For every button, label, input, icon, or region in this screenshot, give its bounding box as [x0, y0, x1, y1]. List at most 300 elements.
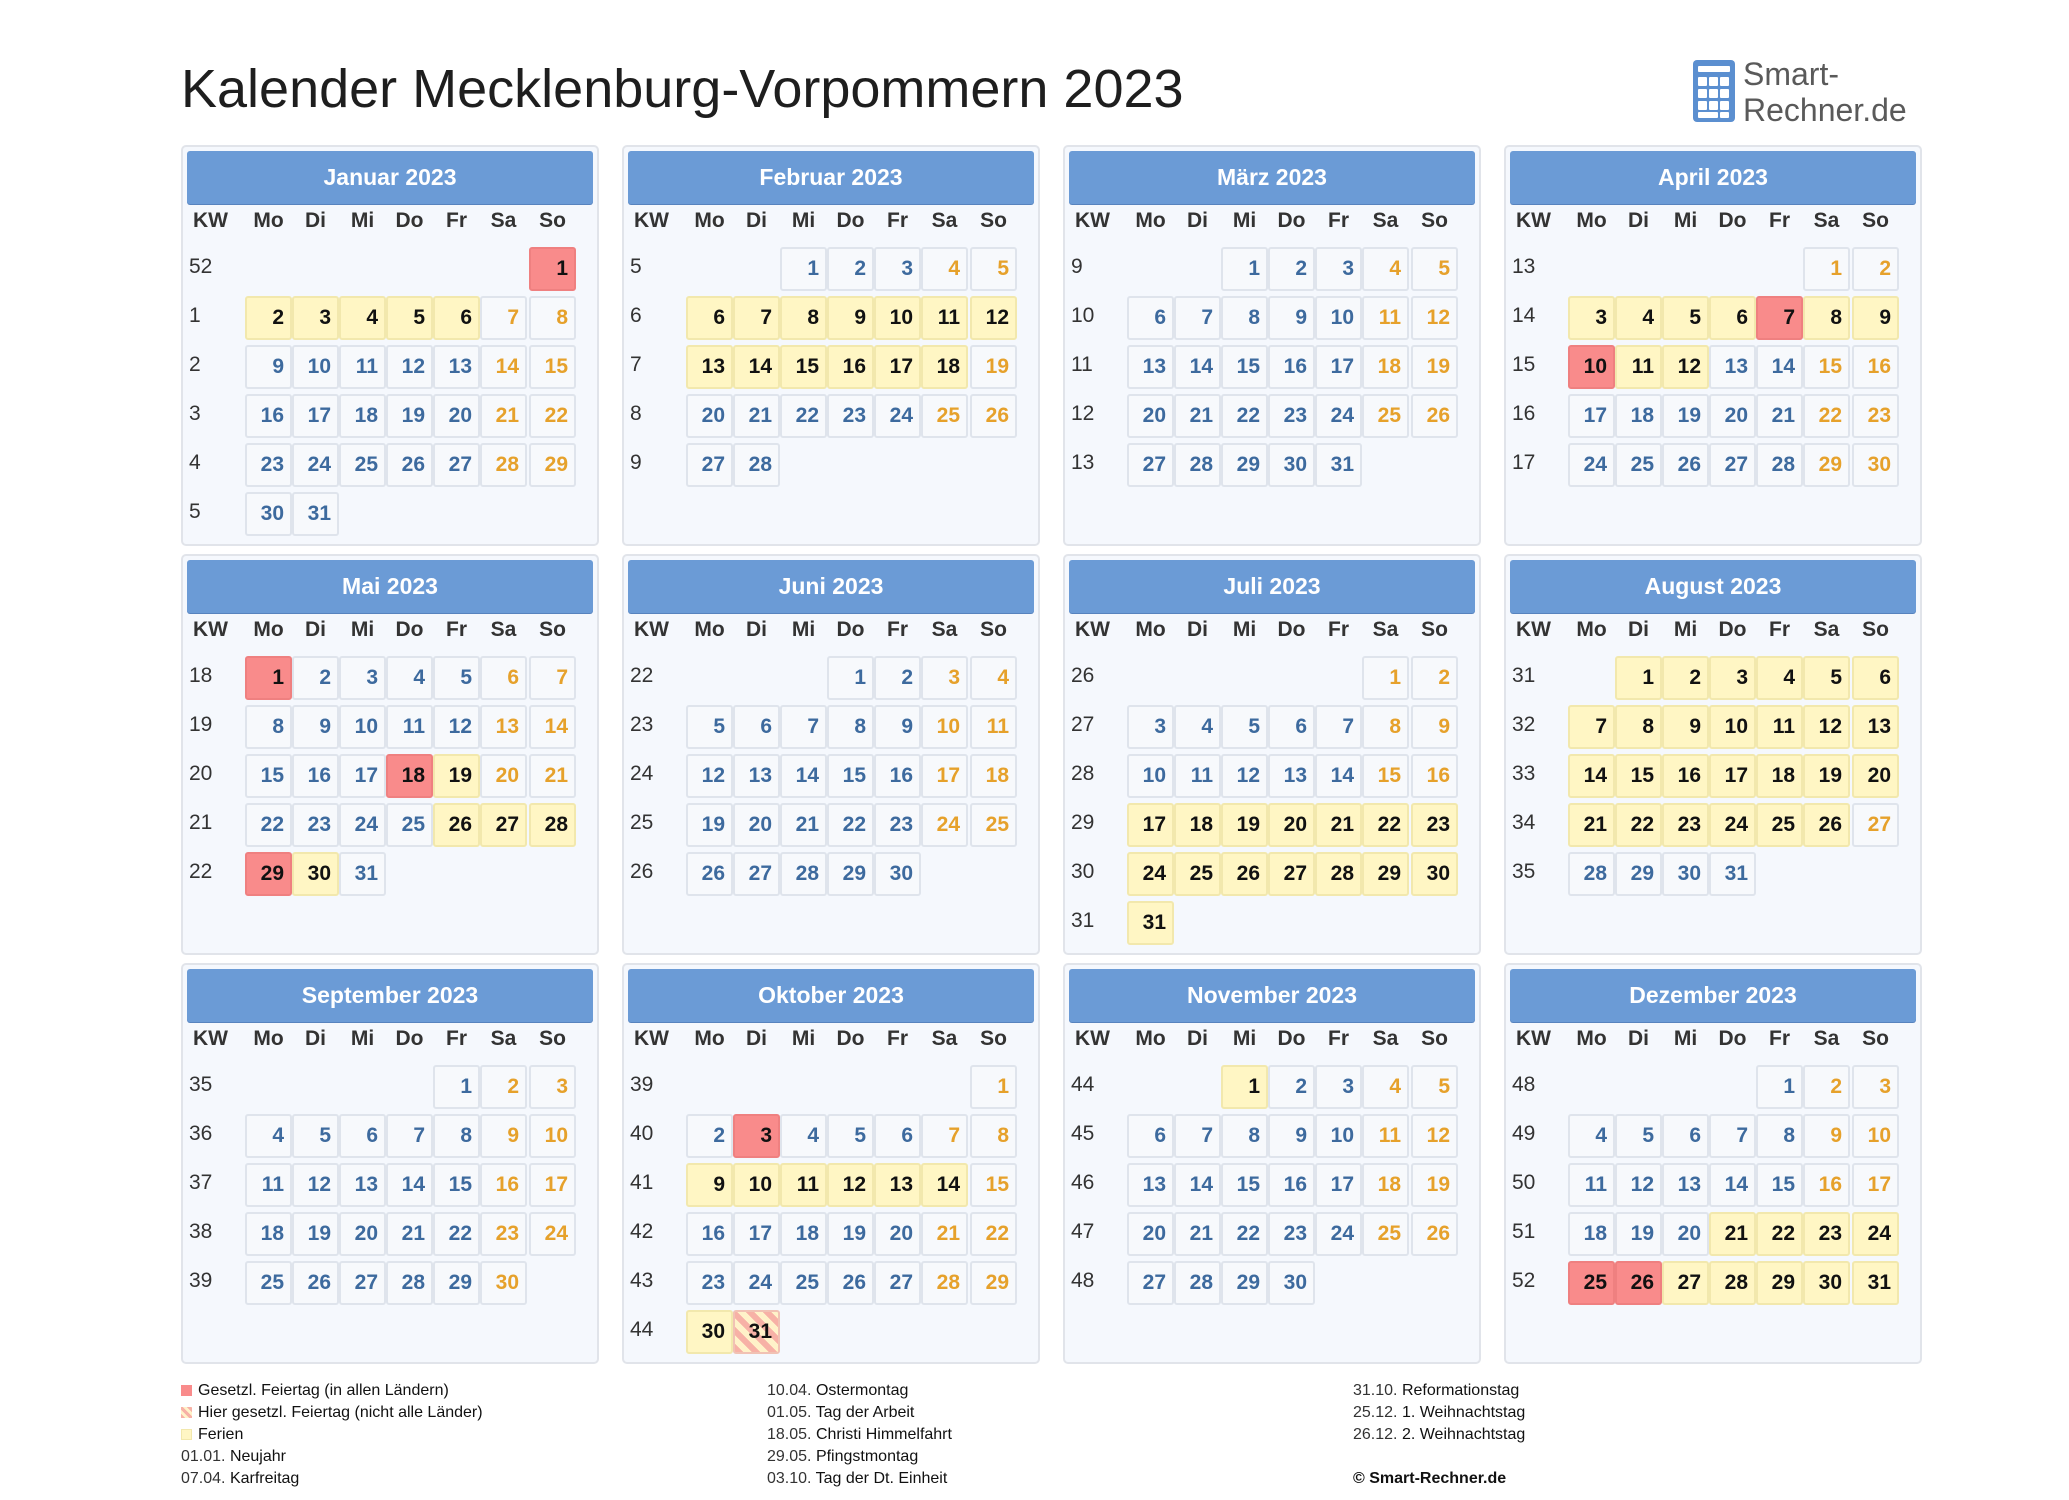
- day-cell: 16: [1662, 754, 1709, 798]
- day-cell: 16: [1852, 345, 1899, 389]
- day-cell: 31: [1852, 1261, 1899, 1305]
- weekday-header: Di: [1187, 209, 1208, 232]
- weekday-header: Mo: [1135, 1027, 1166, 1050]
- day-cell: 27: [874, 1261, 921, 1305]
- week-number: 46: [1071, 1171, 1095, 1194]
- week-number: 9: [630, 451, 642, 474]
- holiday-date: 25.12.: [1353, 1404, 1402, 1421]
- weekday-header: Do: [836, 618, 865, 641]
- weekday-header-row: [1065, 618, 1479, 648]
- day-cell: 24: [1127, 852, 1174, 896]
- day-cell: 15: [970, 1163, 1017, 1207]
- day-cell: 19: [970, 345, 1017, 389]
- day-cell: 5: [1803, 656, 1850, 700]
- day-cell: 22: [780, 394, 827, 438]
- smart-rechner-logo[interactable]: [1693, 56, 1933, 128]
- day-cell: 27: [339, 1261, 386, 1305]
- holiday-name: Neujahr: [229, 1448, 286, 1465]
- week-number: 21: [189, 811, 213, 834]
- day-cell: 10: [1852, 1114, 1899, 1158]
- day-cell: 28: [780, 852, 827, 896]
- day-cell: 20: [339, 1212, 386, 1256]
- weekday-header: Di: [746, 209, 767, 232]
- day-cell: 3: [1127, 705, 1174, 749]
- day-cell: 18: [1174, 803, 1221, 847]
- weekday-header: Do: [836, 209, 865, 232]
- weekday-header-row: [183, 618, 597, 648]
- weekday-header: Mo: [1576, 1027, 1607, 1050]
- day-cell: 2: [1662, 656, 1709, 700]
- day-cell: 16: [874, 754, 921, 798]
- day-cell: 19: [292, 1212, 339, 1256]
- day-cell: 29: [1221, 1261, 1268, 1305]
- weekday-header: Fr: [446, 1027, 467, 1050]
- day-cell: 30: [1662, 852, 1709, 896]
- day-cell: 25: [780, 1261, 827, 1305]
- day-cell: 15: [1362, 754, 1409, 798]
- day-cell: 17: [529, 1163, 576, 1207]
- weekday-header: Mi: [350, 209, 375, 232]
- day-cell: 25: [1362, 394, 1409, 438]
- day-cell: 26: [1662, 443, 1709, 487]
- day-cell: 10: [1315, 1114, 1362, 1158]
- day-cell: 19: [1221, 803, 1268, 847]
- day-cell: 21: [1315, 803, 1362, 847]
- day-cell: 15: [245, 754, 292, 798]
- day-cell: 22: [1221, 394, 1268, 438]
- weekday-header: Di: [1628, 209, 1649, 232]
- day-cell: 15: [827, 754, 874, 798]
- day-cell: 6: [339, 1114, 386, 1158]
- day-cell: 19: [1411, 1163, 1458, 1207]
- day-cell: 28: [733, 443, 780, 487]
- day-cell: 19: [433, 754, 480, 798]
- logo-line-1: Smart-: [1743, 56, 1839, 92]
- weekday-header: Sa: [1372, 209, 1399, 232]
- day-cell: 3: [1568, 296, 1615, 340]
- day-cell: 28: [1756, 443, 1803, 487]
- day-cell: 24: [921, 803, 968, 847]
- day-cell: 20: [1127, 394, 1174, 438]
- day-cell: 26: [970, 394, 1017, 438]
- day-cell: 29: [433, 1261, 480, 1305]
- day-cell: 22: [1615, 803, 1662, 847]
- day-cell: 7: [733, 296, 780, 340]
- weekday-header: Sa: [490, 618, 517, 641]
- day-cell: 10: [921, 705, 968, 749]
- day-cell: 15: [1803, 345, 1850, 389]
- day-cell: 17: [1709, 754, 1756, 798]
- week-number: 44: [1071, 1073, 1095, 1096]
- week-number: 47: [1071, 1220, 1095, 1243]
- week-number: 31: [1071, 909, 1095, 932]
- day-cell: 12: [1803, 705, 1850, 749]
- weekday-header-row: [1506, 618, 1920, 648]
- legend-swatch: [181, 1429, 192, 1440]
- day-cell: 8: [827, 705, 874, 749]
- page-title: Kalender Mecklenburg-Vorpommern 2023: [181, 59, 1184, 119]
- day-cell: 1: [1221, 247, 1268, 291]
- holiday-name: Karfreitag: [229, 1470, 300, 1487]
- day-cell: 12: [970, 296, 1017, 340]
- weekday-header-row: [624, 618, 1038, 648]
- day-cell: 1: [1756, 1065, 1803, 1109]
- day-cell: 31: [1127, 901, 1174, 945]
- weekday-header: Di: [1628, 1027, 1649, 1050]
- holiday-date: 01.01.: [181, 1448, 230, 1465]
- holiday-name: 1. Weihnachtstag: [1401, 1404, 1526, 1421]
- day-cell: 22: [529, 394, 576, 438]
- weekday-header: Do: [1277, 618, 1306, 641]
- day-cell: 21: [1174, 394, 1221, 438]
- day-cell: 17: [1127, 803, 1174, 847]
- week-number: 1: [189, 304, 201, 327]
- weekday-header: So: [539, 1027, 566, 1050]
- day-cell: 3: [1315, 247, 1362, 291]
- weekday-header: So: [1421, 618, 1448, 641]
- day-cell: 20: [1709, 394, 1756, 438]
- day-cell: 30: [1268, 1261, 1315, 1305]
- weekday-header: Do: [395, 618, 424, 641]
- day-cell: 30: [292, 852, 339, 896]
- month-header: Oktober 2023: [628, 969, 1034, 1022]
- day-cell: 13: [1852, 705, 1899, 749]
- weekday-header: Do: [836, 1027, 865, 1050]
- day-cell: 18: [780, 1212, 827, 1256]
- day-cell: 19: [1411, 345, 1458, 389]
- day-cell: 7: [1174, 1114, 1221, 1158]
- holiday-name: Reformationstag: [1401, 1382, 1520, 1399]
- weekday-header: So: [980, 209, 1007, 232]
- day-cell: 26: [686, 852, 733, 896]
- day-cell: 14: [529, 705, 576, 749]
- day-cell: 17: [339, 754, 386, 798]
- day-cell: 18: [339, 394, 386, 438]
- day-cell: 17: [1315, 1163, 1362, 1207]
- day-cell: 8: [970, 1114, 1017, 1158]
- day-cell: 3: [1315, 1065, 1362, 1109]
- day-cell: 7: [386, 1114, 433, 1158]
- month-header: April 2023: [1510, 151, 1916, 204]
- week-number-header: KW: [1516, 1027, 1551, 1050]
- week-number: 20: [189, 762, 213, 785]
- day-cell: 27: [1127, 1261, 1174, 1305]
- holiday-entry: [767, 1468, 952, 1490]
- calculator-icon: [1693, 60, 1735, 122]
- week-number: 33: [1512, 762, 1536, 785]
- day-cell: 18: [386, 754, 433, 798]
- day-cell: 15: [1756, 1163, 1803, 1207]
- month-header: August 2023: [1510, 560, 1916, 613]
- day-cell: 13: [433, 345, 480, 389]
- holiday-name: 2. Weihnachtstag: [1401, 1426, 1526, 1443]
- week-number: 18: [189, 664, 213, 687]
- day-cell: 14: [1174, 1163, 1221, 1207]
- weekday-header: Fr: [887, 1027, 908, 1050]
- week-number: 24: [630, 762, 654, 785]
- day-cell: 7: [480, 296, 527, 340]
- week-number-header: KW: [193, 209, 228, 232]
- week-number: 2: [189, 353, 201, 376]
- day-cell: 9: [1411, 705, 1458, 749]
- weekday-header: Di: [746, 618, 767, 641]
- day-cell: 20: [480, 754, 527, 798]
- day-cell: 21: [921, 1212, 968, 1256]
- day-cell: 22: [1362, 803, 1409, 847]
- weekday-header: Mi: [1673, 1027, 1698, 1050]
- day-cell: 19: [827, 1212, 874, 1256]
- day-cell: 12: [686, 754, 733, 798]
- day-cell: 25: [1362, 1212, 1409, 1256]
- day-cell: 21: [1709, 1212, 1756, 1256]
- week-number: 49: [1512, 1122, 1536, 1145]
- day-cell: 31: [1709, 852, 1756, 896]
- day-cell: 11: [1174, 754, 1221, 798]
- day-cell: 6: [1127, 296, 1174, 340]
- day-cell: 7: [921, 1114, 968, 1158]
- day-cell: 9: [686, 1163, 733, 1207]
- month-panel: [1504, 145, 1922, 546]
- weekday-header: So: [539, 618, 566, 641]
- day-cell: 3: [874, 247, 921, 291]
- day-cell: 20: [874, 1212, 921, 1256]
- day-cell: 27: [1662, 1261, 1709, 1305]
- day-cell: 18: [1362, 345, 1409, 389]
- week-number: 40: [630, 1122, 654, 1145]
- day-cell: 1: [529, 247, 576, 291]
- weekday-header: Fr: [446, 618, 467, 641]
- day-cell: 11: [245, 1163, 292, 1207]
- day-cell: 10: [292, 345, 339, 389]
- day-cell: 12: [1221, 754, 1268, 798]
- legend-column-1: [181, 1380, 483, 1490]
- day-cell: 25: [339, 443, 386, 487]
- day-cell: 5: [433, 656, 480, 700]
- day-cell: 2: [480, 1065, 527, 1109]
- day-cell: 4: [245, 1114, 292, 1158]
- day-cell: 6: [433, 296, 480, 340]
- day-cell: 29: [1803, 443, 1850, 487]
- week-number-header: KW: [634, 209, 669, 232]
- week-number: 31: [1512, 664, 1536, 687]
- day-cell: 16: [686, 1212, 733, 1256]
- day-cell: 20: [686, 394, 733, 438]
- week-number: 26: [630, 860, 654, 883]
- day-cell: 15: [780, 345, 827, 389]
- day-cell: 15: [1221, 345, 1268, 389]
- day-cell: 12: [827, 1163, 874, 1207]
- day-cell: 13: [1268, 754, 1315, 798]
- day-cell: 5: [970, 247, 1017, 291]
- day-cell: 6: [686, 296, 733, 340]
- day-cell: 21: [529, 754, 576, 798]
- week-number: 14: [1512, 304, 1536, 327]
- day-cell: 23: [245, 443, 292, 487]
- weekday-header: Fr: [887, 618, 908, 641]
- day-cell: 5: [827, 1114, 874, 1158]
- day-cell: 13: [686, 345, 733, 389]
- day-cell: 14: [1174, 345, 1221, 389]
- day-cell: 6: [1268, 705, 1315, 749]
- day-cell: 11: [780, 1163, 827, 1207]
- weekday-header: Fr: [1769, 209, 1790, 232]
- day-cell: 28: [1315, 852, 1362, 896]
- weekday-header: Fr: [1328, 618, 1349, 641]
- week-number: 22: [630, 664, 654, 687]
- day-cell: 14: [1315, 754, 1362, 798]
- weekday-header: Sa: [931, 209, 958, 232]
- weekday-header: Mo: [253, 618, 284, 641]
- month-panel: [1063, 145, 1481, 546]
- day-cell: 4: [1615, 296, 1662, 340]
- day-cell: 29: [1615, 852, 1662, 896]
- day-cell: 9: [1662, 705, 1709, 749]
- day-cell: 31: [1315, 443, 1362, 487]
- weekday-header: Do: [395, 1027, 424, 1050]
- day-cell: 11: [339, 345, 386, 389]
- day-cell: 23: [1268, 394, 1315, 438]
- week-number: 3: [189, 402, 201, 425]
- day-cell: 12: [1615, 1163, 1662, 1207]
- day-cell: 23: [1268, 1212, 1315, 1256]
- day-cell: 2: [874, 656, 921, 700]
- day-cell: 6: [480, 656, 527, 700]
- weekday-header: Mi: [1232, 209, 1257, 232]
- day-cell: 18: [1362, 1163, 1409, 1207]
- day-cell: 24: [292, 443, 339, 487]
- day-cell: 5: [686, 705, 733, 749]
- weekday-header: Mi: [791, 209, 816, 232]
- day-cell: 21: [1174, 1212, 1221, 1256]
- week-number: 7: [630, 353, 642, 376]
- day-cell: 24: [1852, 1212, 1899, 1256]
- day-cell: 22: [970, 1212, 1017, 1256]
- day-cell: 4: [1756, 656, 1803, 700]
- weekday-header: Di: [746, 1027, 767, 1050]
- day-cell: 6: [1127, 1114, 1174, 1158]
- day-cell: 1: [1221, 1065, 1268, 1109]
- day-cell: 18: [1615, 394, 1662, 438]
- day-cell: 10: [339, 705, 386, 749]
- day-cell: 23: [1803, 1212, 1850, 1256]
- day-cell: 23: [827, 394, 874, 438]
- day-cell: 4: [780, 1114, 827, 1158]
- week-number: 8: [630, 402, 642, 425]
- day-cell: 30: [1411, 852, 1458, 896]
- day-cell: 8: [1615, 705, 1662, 749]
- day-cell: 29: [970, 1261, 1017, 1305]
- weekday-header: Do: [395, 209, 424, 232]
- weekday-header: Mi: [350, 1027, 375, 1050]
- week-number: 17: [1512, 451, 1536, 474]
- weekday-header: Sa: [1372, 1027, 1399, 1050]
- day-cell: 21: [1568, 803, 1615, 847]
- week-number-header: KW: [1075, 618, 1110, 641]
- week-number: 23: [630, 713, 654, 736]
- week-number: 41: [630, 1171, 654, 1194]
- day-cell: 4: [339, 296, 386, 340]
- weekday-header: Mi: [791, 1027, 816, 1050]
- day-cell: 8: [1803, 296, 1850, 340]
- day-cell: 14: [733, 345, 780, 389]
- week-number: 32: [1512, 713, 1536, 736]
- weekday-header: Di: [1187, 1027, 1208, 1050]
- day-cell: 28: [1709, 1261, 1756, 1305]
- weekday-header-row: [1506, 209, 1920, 239]
- day-cell: 1: [1615, 656, 1662, 700]
- weekday-header: Sa: [490, 1027, 517, 1050]
- copyright-link[interactable]: © Smart-Rechner.de: [1353, 1470, 1507, 1487]
- day-cell: 21: [780, 803, 827, 847]
- day-cell: 28: [921, 1261, 968, 1305]
- weekday-header-row: [624, 209, 1038, 239]
- day-cell: 25: [970, 803, 1017, 847]
- day-cell: 17: [874, 345, 921, 389]
- day-cell: 11: [1568, 1163, 1615, 1207]
- week-number: 11: [1071, 353, 1093, 376]
- weekday-header: Mi: [1673, 209, 1698, 232]
- day-cell: 31: [292, 492, 339, 536]
- week-number: 39: [189, 1269, 213, 1292]
- day-cell: 26: [292, 1261, 339, 1305]
- legend-key: [181, 1424, 483, 1446]
- day-cell: 25: [1174, 852, 1221, 896]
- day-cell: 21: [1756, 394, 1803, 438]
- week-number: 5: [630, 255, 642, 278]
- day-cell: 5: [1662, 296, 1709, 340]
- day-cell: 11: [921, 296, 968, 340]
- day-cell: 6: [874, 1114, 921, 1158]
- week-number: 26: [1071, 664, 1095, 687]
- legend-column-2: [767, 1380, 952, 1490]
- day-cell: 29: [1756, 1261, 1803, 1305]
- day-cell: 8: [245, 705, 292, 749]
- day-cell: 1: [1362, 656, 1409, 700]
- day-cell: 5: [1221, 705, 1268, 749]
- weekday-header-row: [183, 1027, 597, 1057]
- legend-key: [181, 1380, 483, 1402]
- holiday-entry: [767, 1424, 952, 1446]
- day-cell: 19: [1803, 754, 1850, 798]
- day-cell: 1: [780, 247, 827, 291]
- day-cell: 28: [480, 443, 527, 487]
- week-number: 39: [630, 1073, 654, 1096]
- day-cell: 13: [339, 1163, 386, 1207]
- day-cell: 20: [1127, 1212, 1174, 1256]
- day-cell: 11: [1362, 1114, 1409, 1158]
- day-cell: 31: [733, 1310, 780, 1354]
- weekday-header: Mi: [1673, 618, 1698, 641]
- day-cell: 8: [1756, 1114, 1803, 1158]
- week-number-header: KW: [1516, 209, 1551, 232]
- month-header: Juli 2023: [1069, 560, 1475, 613]
- day-cell: 16: [480, 1163, 527, 1207]
- month-panel: [1504, 554, 1922, 955]
- day-cell: 30: [874, 852, 921, 896]
- week-number: 5: [189, 500, 201, 523]
- week-number: 13: [1071, 451, 1095, 474]
- week-number: 25: [630, 811, 654, 834]
- day-cell: 29: [529, 443, 576, 487]
- day-cell: 10: [1127, 754, 1174, 798]
- month-header: September 2023: [187, 969, 593, 1022]
- day-cell: 19: [1615, 1212, 1662, 1256]
- calendar-grid: [181, 145, 1921, 1365]
- day-cell: 14: [780, 754, 827, 798]
- weekday-header: Mo: [253, 209, 284, 232]
- holiday-name: Christi Himmelfahrt: [815, 1426, 952, 1443]
- week-number: 44: [630, 1318, 654, 1341]
